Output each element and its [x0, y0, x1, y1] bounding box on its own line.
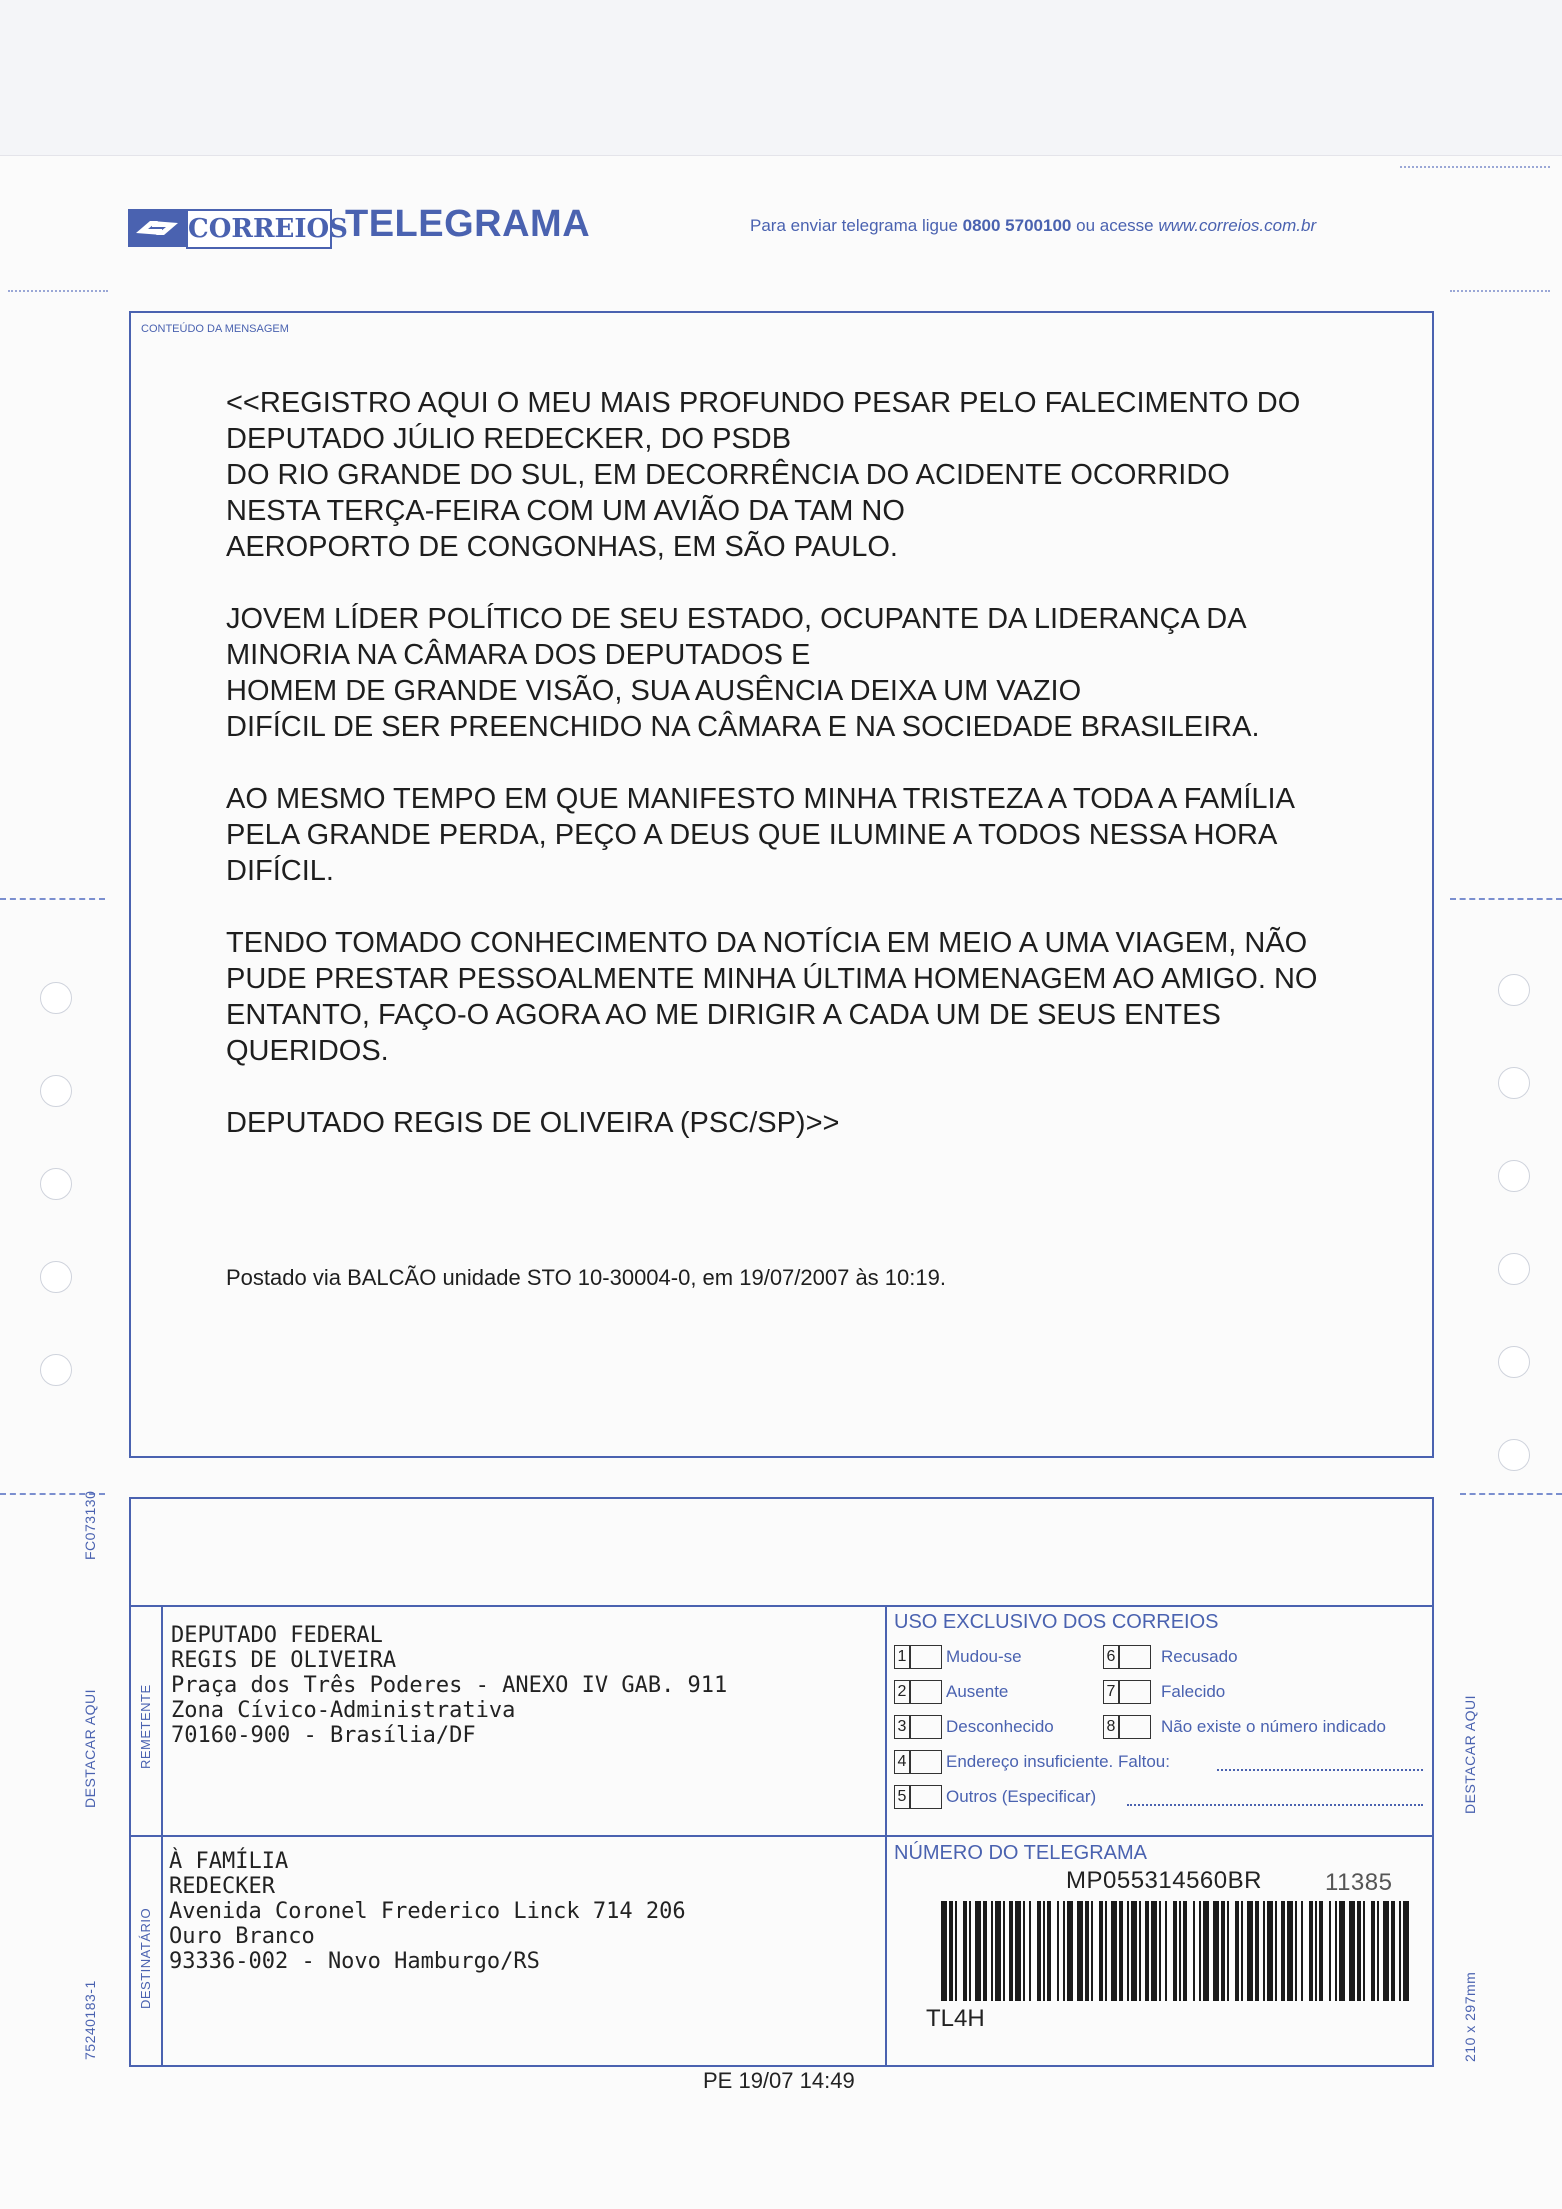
barcode-bar [1315, 1901, 1317, 2001]
punch-hole [1498, 1346, 1530, 1378]
barcode-bar [1139, 1901, 1141, 2001]
telegram-extra-number: 11385 [1325, 1869, 1393, 1896]
barcode-bar [1193, 1901, 1195, 2001]
barcode-bar [1091, 1901, 1093, 2001]
option-label: Recusado [1161, 1647, 1238, 1666]
barcode-bar [1029, 1901, 1031, 2001]
barcode-bar [1077, 1901, 1083, 2001]
barcode-bar [1067, 1901, 1073, 2001]
punch-hole [1498, 1439, 1530, 1471]
barcode-bar [1275, 1901, 1277, 2001]
message-paragraph: AO MESMO TEMPO EM QUE MANIFESTO MINHA TRISTEZA A TODA A FAMÍLIA PELA GRANDE PERDA, PEÇO A DEUS QUE ILUMINE A TODOS NESSA HORA DIFÍCIL. [226, 783, 1295, 887]
fill-line[interactable] [1217, 1769, 1423, 1771]
message-box [129, 311, 1434, 1458]
perforation-line [8, 290, 108, 292]
barcode-bar [963, 1901, 967, 2001]
barcode-bar [1203, 1901, 1209, 2001]
barcode-bar [983, 1901, 987, 2001]
option-checkbox[interactable]: 6 [1103, 1645, 1151, 1669]
barcode-bar [1173, 1901, 1177, 2001]
barcode-bar [1391, 1901, 1395, 2001]
option-checkbox[interactable]: 7 [1103, 1680, 1151, 1704]
barcode-bar [1329, 1901, 1331, 2001]
option-checkbox[interactable]: 8 [1103, 1715, 1151, 1739]
option-checkbox[interactable]: 1 [894, 1645, 942, 1669]
message-paragraph: JOVEM LÍDER POLÍTICO DE SEU ESTADO, OCUPANTE DA LIDERANÇA DA MINORIA NA CÂMARA DOS DEPUTADOS E HOMEM DE GRANDE VISÃO, SUA AUSÊNCIA DEIXA UM VAZIO DIFÍCIL DE SER PREENCHIDO NA CÂMARA E NA SOCIEDADE BRASILEIRA. [226, 603, 1260, 743]
paper-size-label: 210 x 297mm [1462, 1971, 1478, 2062]
message-paragraph: <<REGISTRO AQUI O MEU MAIS PROFUNDO PESAR PELO FALECIMENTO DO DEPUTADO JÚLIO REDECKER, DO PSDB DO RIO GRANDE DO SUL, EM DECORRÊNCIA DO ACIDENTE OCORRIDO NESTA TERÇA-FEIRA COM UM AVIÃO DA TAM NO AEROPORTO DE CONGONHAS, EM SÃO PAULO. [226, 387, 1301, 563]
barcode-bar [955, 1901, 957, 2001]
detach-here-label: DESTACAR AQUI [1462, 1694, 1478, 1814]
barcode-bar [1015, 1901, 1021, 2001]
barcode-bar [1057, 1901, 1059, 2001]
barcode-bar [1099, 1901, 1103, 2001]
barcode-bar [1363, 1901, 1365, 2001]
option-checkbox[interactable]: 2 [894, 1680, 942, 1704]
punch-hole [1498, 1253, 1530, 1285]
option-label: Endereço insuficiente. Faltou: [946, 1752, 1170, 1771]
correios-logo [128, 205, 348, 251]
divider [131, 1835, 1432, 1837]
barcode-bar [1295, 1901, 1297, 2001]
barcode-bar [1111, 1901, 1117, 2001]
punch-hole [40, 982, 72, 1014]
barcode-bar [1179, 1901, 1181, 2001]
barcode-bar [1287, 1901, 1293, 2001]
top-tear-strip [0, 0, 1562, 156]
option-checkbox[interactable]: 4 [894, 1750, 942, 1774]
contact-info [750, 216, 1316, 236]
barcode-bar [1199, 1901, 1201, 2001]
service-code: TL4H [926, 2005, 985, 2032]
barcode-bar [1085, 1901, 1089, 2001]
option-label: Desconhecido [946, 1717, 1054, 1736]
divider [885, 1605, 887, 2065]
barcode-bar [1339, 1901, 1345, 2001]
barcode-bar [1063, 1901, 1065, 2001]
message-signature: DEPUTADO REGIS DE OLIVEIRA (PSC/SP)>> [226, 1107, 840, 1139]
option-label: Não existe o número indicado [1161, 1717, 1386, 1736]
message-body [226, 385, 1416, 1177]
contact-mid: ou acesse [1076, 216, 1154, 235]
barcode-bar [1213, 1901, 1219, 2001]
barcode-bar [1377, 1901, 1379, 2001]
punch-hole [1498, 1160, 1530, 1192]
barcode-bar [975, 1901, 981, 2001]
brand-wordmark: CORREIOS [186, 209, 332, 249]
divider [161, 1605, 163, 2065]
barcode-bar [1145, 1901, 1149, 2001]
punch-hole [1498, 1067, 1530, 1099]
barcode-bar [1003, 1901, 1005, 2001]
barcode-bar [1009, 1901, 1013, 2001]
side-code: FC073130 [82, 1490, 98, 1560]
barcode-bar [949, 1901, 953, 2001]
phone-number: 0800 5700100 [962, 216, 1072, 235]
correios-arrows-icon [128, 209, 186, 247]
barcode-bar [1357, 1901, 1361, 2001]
barcode-bar [1309, 1901, 1313, 2001]
perforation-line [1400, 166, 1550, 168]
barcode-bar [1335, 1901, 1337, 2001]
barcode-bar [995, 1901, 1001, 2001]
barcode-bar [1241, 1901, 1243, 2001]
message-label: CONTEÚDO DA MENSAGEM [141, 323, 289, 335]
divider [131, 1605, 1432, 1607]
barcode-bar [1301, 1901, 1303, 2001]
barcode-bar [1043, 1901, 1045, 2001]
barcode-bar [1221, 1901, 1225, 2001]
telegram-number: MP055314560BR [1066, 1867, 1262, 1894]
sender-label: REMETENTE [138, 1684, 153, 1769]
option-label: Mudou-se [946, 1647, 1022, 1666]
barcode-bar [1349, 1901, 1355, 2001]
option-label: Ausente [946, 1682, 1009, 1701]
barcode-bar [1119, 1901, 1123, 2001]
option-label: Outros (Especificar) [946, 1787, 1097, 1806]
recipient-label: DESTINATÁRIO [138, 1907, 153, 2009]
barcode-bar [1047, 1901, 1051, 2001]
barcode-bar [1319, 1901, 1323, 2001]
barcode-bar [969, 1901, 971, 2001]
punch-hole [40, 1354, 72, 1386]
option-label: Falecido [1161, 1682, 1226, 1701]
barcode-bar [1165, 1901, 1167, 2001]
fold-line [0, 898, 105, 900]
postmark-stamp: PE 19/07 14:49 [703, 2068, 855, 2093]
website-link[interactable]: www.correios.com.br [1158, 216, 1317, 235]
barcode-bar [1151, 1901, 1157, 2001]
punch-hole [1498, 974, 1530, 1006]
document-title: TELEGRAMA [345, 203, 591, 245]
punch-hole [40, 1168, 72, 1200]
contact-prefix: Para enviar telegrama ligue [750, 216, 958, 235]
barcode-bar [1127, 1901, 1129, 2001]
punch-hole [40, 1075, 72, 1107]
barcode-bar [1371, 1901, 1375, 2001]
punch-hole [40, 1261, 72, 1293]
barcode-bar [1247, 1901, 1253, 2001]
fold-line [1460, 1493, 1562, 1495]
barcode-bar [1105, 1901, 1107, 2001]
barcode-bar [1263, 1901, 1265, 2001]
side-serial: 75240183-1 [82, 1980, 98, 2060]
barcode-bar [1037, 1901, 1041, 2001]
fill-line[interactable] [1127, 1804, 1423, 1806]
barcode-bar [1399, 1901, 1401, 2001]
telegram-number-title: NÚMERO DO TELEGRAMA [894, 1842, 1147, 1864]
barcode-bar [1403, 1901, 1409, 2001]
option-checkbox[interactable]: 5 [894, 1785, 942, 1809]
barcode-bar [1281, 1901, 1285, 2001]
barcode [941, 1901, 1411, 2001]
barcode-bar [1255, 1901, 1259, 2001]
barcode-bar [1023, 1901, 1025, 2001]
message-paragraph: TENDO TOMADO CONHECIMENTO DA NOTÍCIA EM MEIO A UMA VIAGEM, NÃO PUDE PRESTAR PESSOALMENTE MINHA ÚLTIMA HOMENAGEM AO AMIGO. NO ENTANTO, FAÇO-O AGORA AO ME DIRIGIR A CADA UM DE SEUS ENTES QUERIDOS. [226, 927, 1318, 1067]
fold-line [1450, 898, 1562, 900]
barcode-bar [1131, 1901, 1137, 2001]
barcode-bar [1159, 1901, 1161, 2001]
barcode-bar [1267, 1901, 1273, 2001]
perforation-line [1450, 290, 1550, 292]
barcode-bar [1183, 1901, 1187, 2001]
barcode-bar [1383, 1901, 1389, 2001]
detach-here-label: DESTACAR AQUI [82, 1688, 98, 1808]
uso-title: USO EXCLUSIVO DOS CORREIOS [894, 1611, 1219, 1633]
barcode-bar [1235, 1901, 1239, 2001]
barcode-bar [991, 1901, 993, 2001]
recipient-address: À FAMÍLIA REDECKER Avenida Coronel Frederico Linck 714 206 Ouro Branco 93336-002 - Novo Hamburgo/RS [169, 1849, 686, 1974]
sender-address: DEPUTADO FEDERAL REGIS DE OLIVEIRA Praça dos Três Poderes - ANEXO IV GAB. 911 Zona Cívico-Administrativa 70160-900 - Brasília/DF [171, 1623, 728, 1748]
option-checkbox[interactable]: 3 [894, 1715, 942, 1739]
address-section [129, 1497, 1434, 2067]
barcode-bar [1227, 1901, 1229, 2001]
barcode-bar [941, 1901, 947, 2001]
posted-info: Postado via BALCÃO unidade STO 10-30004-0, em 19/07/2007 às 10:19. [226, 1265, 946, 1290]
